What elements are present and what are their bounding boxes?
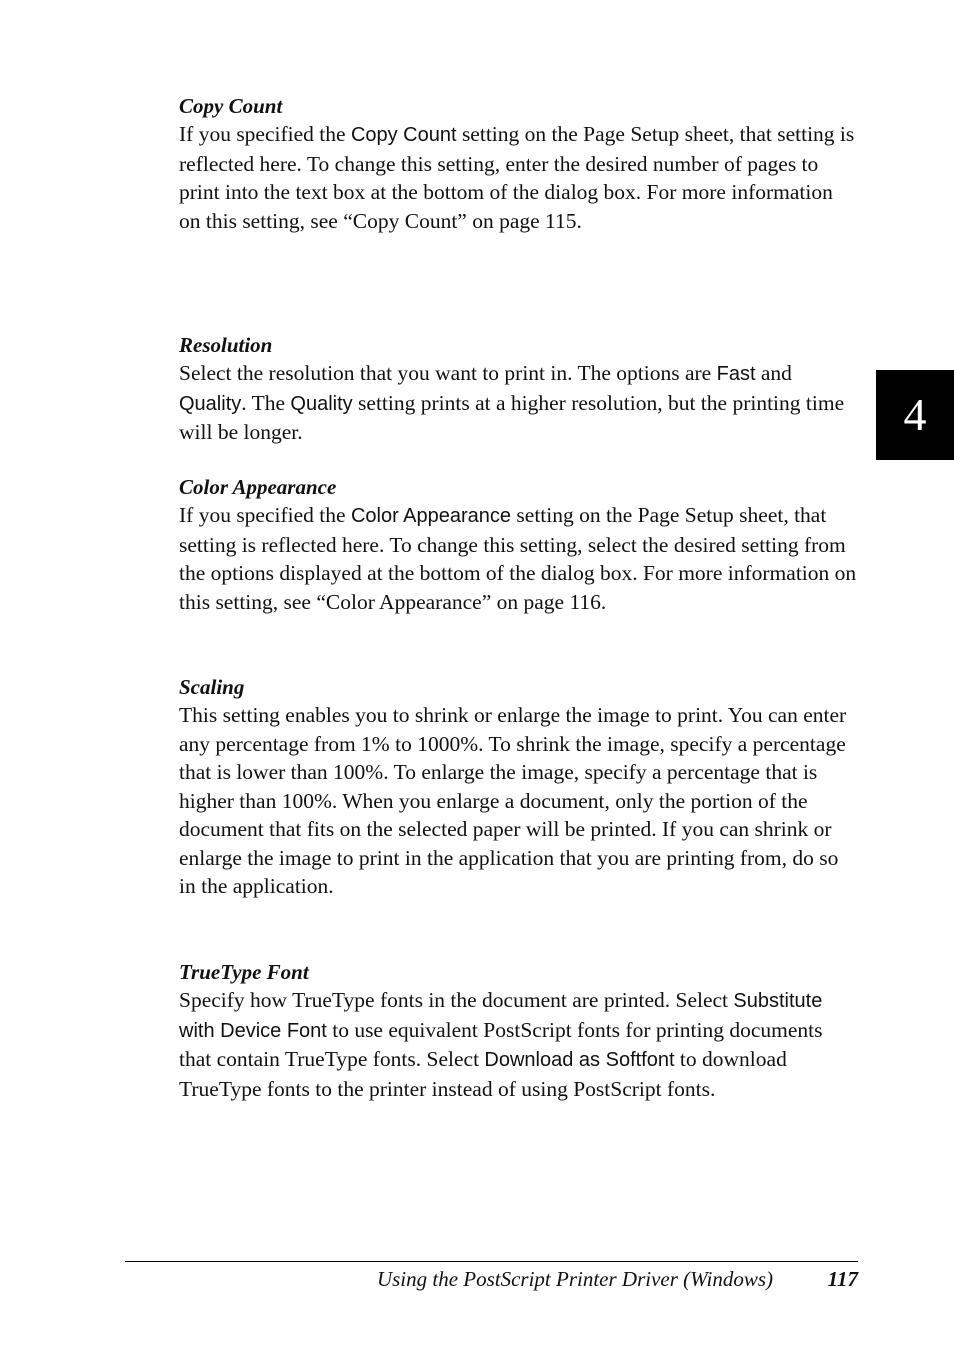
section-paragraph: [179, 359, 859, 447]
text-run: If you specified the: [179, 503, 351, 527]
text-run: setting on the Page Setup sheet, that setting is reflected here. To change this setting, enter the desired number of pages to print into the text box at the bottom of the dialog box. For more information on this setting, see “Copy Count” on page 115.: [179, 122, 855, 233]
section-paragraph: This setting enables you to shrink or enlarge the image to print. You can enter any percentage from 1% to 1000%. To shrink the image, specify a percentage that is lower than 100%. To enlarge the image, specify a percentage that is higher than 100%. When you enlarge a document, only the portion of the document that fits on the selected paper will be printed. If you can shrink or enlarge the image to print in the application that you are printing from, do so in the application.: [179, 703, 847, 898]
section-paragraph: [179, 501, 859, 616]
footer-divider: [125, 1261, 858, 1262]
text-run: setting prints at a higher resolution, but the printing time will be longer.: [179, 390, 845, 444]
section-heading: Color Appearance: [179, 475, 337, 499]
ui-term: Copy Count: [350, 124, 457, 146]
section-heading: TrueType Font: [179, 960, 309, 984]
ui-term: Substitute with Device Font: [179, 990, 823, 1042]
text-run: Select the resolution that you want to print in. The options are: [179, 361, 717, 385]
ui-term: Quality: [179, 392, 242, 415]
footer-title: Using the PostScript Printer Driver (Windows): [376, 1267, 773, 1291]
text-run: . The: [241, 390, 291, 415]
section-heading: Copy Count: [179, 94, 283, 118]
section-copy-count: [179, 92, 859, 235]
section-heading: Resolution: [179, 333, 273, 357]
ui-term: Download as Softfont: [484, 1049, 675, 1071]
text-run: Specify how TrueType fonts in the document are printed. Select: [179, 988, 734, 1012]
section-resolution: [179, 331, 859, 447]
text-run: If you specified the: [179, 122, 351, 146]
ui-term: Fast: [716, 363, 756, 385]
section-scaling: [179, 673, 859, 901]
text-run: and: [755, 361, 792, 385]
text-run: to download TrueType fonts to the printer instead of using PostScript fonts.: [179, 1047, 787, 1101]
section-truetype-font: [179, 958, 859, 1103]
ui-term: Color Appearance: [350, 505, 512, 527]
section-paragraph: [179, 120, 859, 235]
text-run: setting on the Page Setup sheet, that setting is reflected here. To change this setting, select the desired setting from the options displayed at the bottom of the dialog box. For more information on this setting, see “Color Appearance” on page 116.: [179, 503, 857, 614]
text-run: to use equivalent PostScript fonts for printing documents that contain TrueType fonts. Select: [179, 1017, 823, 1071]
page-number: 117: [827, 1267, 858, 1291]
chapter-tab: 4: [876, 370, 954, 460]
section-paragraph: [179, 986, 859, 1103]
section-color-appearance: [179, 473, 859, 616]
ui-term: Quality: [290, 392, 353, 415]
section-heading: Scaling: [179, 675, 245, 699]
